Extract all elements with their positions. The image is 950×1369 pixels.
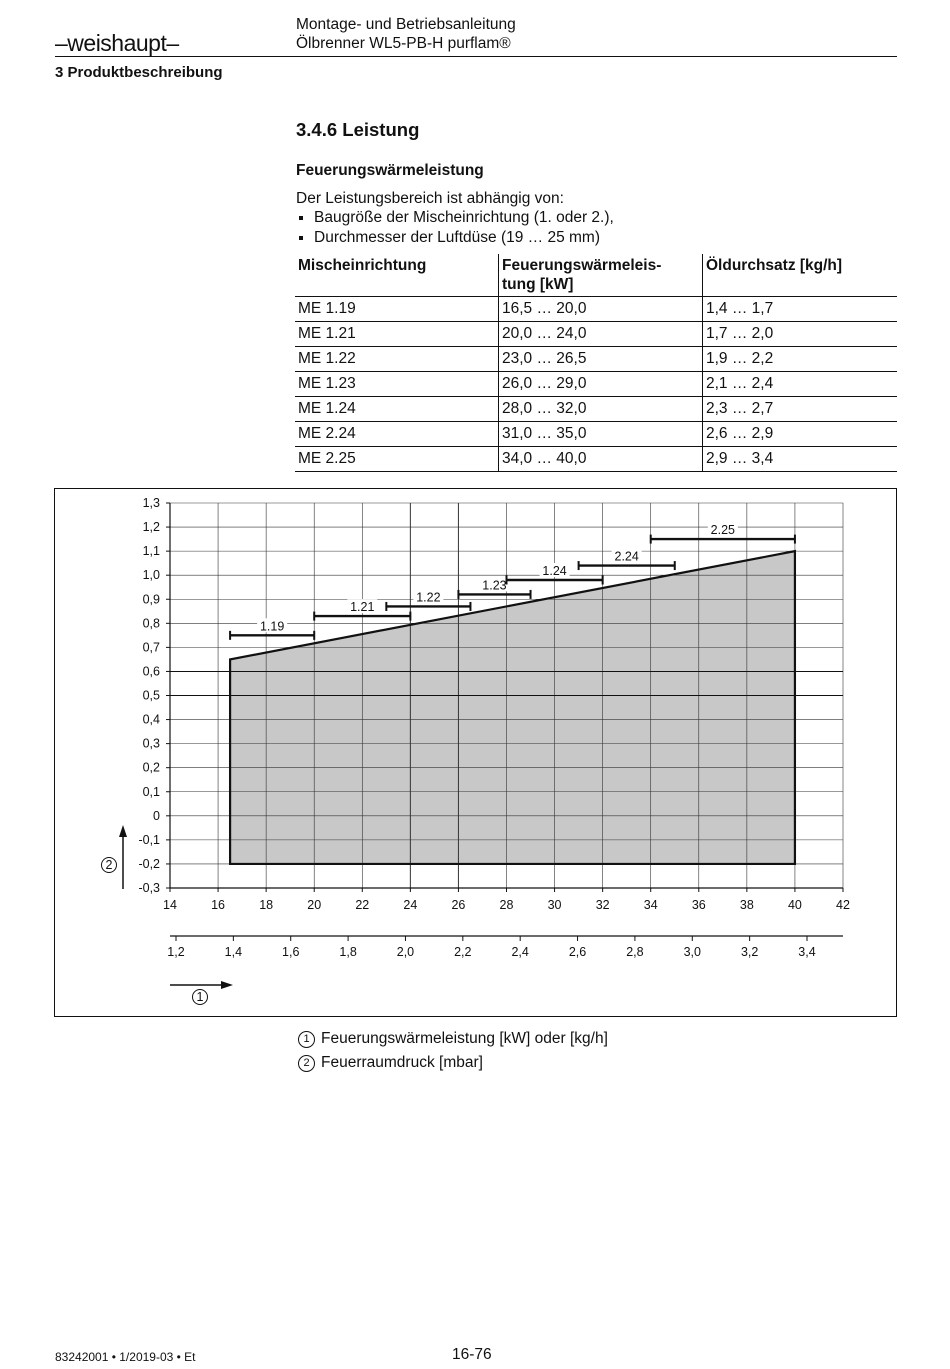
table-row [295,347,897,372]
x-tick-label: 36 [691,898,706,912]
table-cell: 16,5 … 20,0 [499,297,703,322]
x-tick-label: 38 [739,898,754,912]
y-axis-marker: 2 [105,858,113,872]
list-item: Baugröße der Mischeinrichtung (1. oder 2.), [296,208,614,228]
footer-document-number: 83242001 • 1/2019-03 • Et [55,1350,196,1364]
table-cell: 28,0 … 32,0 [499,397,703,422]
legend-item [298,1027,608,1051]
x-tick-label: 18 [259,898,274,912]
y-tick-label: -0,3 [138,881,160,895]
table-cell: 34,0 … 40,0 [499,447,703,472]
table-row [295,322,897,347]
y-tick-label: 1,3 [142,496,160,510]
y-tick-label: -0,1 [138,832,160,847]
sub-heading: Feuerungswärmeleistung [296,162,484,179]
legend-marker: 1 [298,1031,315,1048]
legend-item [298,1051,608,1075]
range-label-1.24: 1.24 [542,564,567,578]
kgh-tick-label: 2,8 [626,945,644,959]
range-label-1.23: 1.23 [482,578,507,593]
table-cell: ME 1.24 [295,397,499,422]
y-tick-label: 0,3 [142,736,160,751]
kgh-tick-label: 3,0 [683,945,701,959]
chart-svg [55,489,896,1016]
y-tick-label: 1,0 [142,568,160,583]
table-cell: ME 1.19 [295,297,499,322]
table-cell: 23,0 … 26,5 [499,347,703,372]
kgh-tick-label: 2,6 [568,945,587,959]
kgh-tick-label: 1,2 [167,945,185,959]
intro-text: Der Leistungsbereich ist abhängig von: [296,190,564,207]
y-tick-label: 0,8 [142,616,160,631]
x-tick-label: 14 [163,898,177,912]
x-tick-label: 30 [547,898,562,912]
working-field-area [230,551,795,864]
table-cell: 2,6 … 2,9 [703,422,898,447]
legend-marker: 2 [298,1055,315,1072]
chart-legend [298,1027,608,1075]
x-tick-label: 20 [307,898,322,912]
table-row [295,447,897,472]
table-cell: ME 2.25 [295,447,499,472]
x-arrow-head-icon [221,981,233,989]
column-header-output: Feuerungswärmeleis- tung [kW] [499,254,703,297]
column-header-mixing: Mischeinrichtung [295,254,499,297]
x-tick-label: 26 [451,898,466,912]
x-tick-label: 28 [499,898,514,912]
weishaupt-logo: –weishaupt– [55,30,179,56]
table-cell: 1,4 … 1,7 [703,297,898,322]
range-label-1.19: 1.19 [259,619,285,634]
header-divider [55,56,897,57]
x-tick-label: 40 [787,898,802,912]
chapter-heading: 3 Produktbeschreibung [55,64,223,81]
kgh-tick-label: 1,4 [224,945,243,959]
working-field-chart [54,488,897,1017]
kgh-tick-label: 3,4 [798,945,816,959]
y-tick-label: 0,4 [142,712,160,727]
table-row [295,422,897,447]
table-row [295,297,897,322]
y-tick-label: 0,7 [142,640,160,655]
range-label-1.22: 1.22 [416,590,441,605]
y-tick-label: -0,2 [138,856,160,871]
x-axis-marker: 1 [196,990,204,1004]
column-header-oil-flow: Öldurchsatz [kg/h] [703,254,898,297]
y-tick-label: 0,9 [142,592,160,607]
table-cell: 2,3 … 2,7 [703,397,898,422]
table-cell: ME 1.21 [295,322,499,347]
document-title-line1: Montage- und Betriebsanleitung [296,16,516,33]
table-cell: 2,9 … 3,4 [703,447,898,472]
table-row [295,397,897,422]
x-tick-label: 32 [595,898,610,912]
table-cell: 31,0 … 35,0 [499,422,703,447]
kgh-tick-label: 1,8 [339,945,357,959]
y-tick-label: 0,1 [142,784,160,799]
table-row [295,372,897,397]
table-cell: 26,0 … 29,0 [499,372,703,397]
x-tick-label: 16 [211,898,226,912]
legend-text: Feuerungswärmeleistung [kW] oder [kg/h] [321,1030,608,1047]
range-label-2.24: 2.24 [614,549,639,564]
table-cell: 20,0 … 24,0 [499,322,703,347]
section-title: 3.4.6 Leistung [296,119,420,140]
table-cell: ME 2.24 [295,422,499,447]
kgh-tick-label: 1,6 [282,945,300,959]
table-header-row [295,254,897,297]
table-cell: 1,7 … 2,0 [703,322,898,347]
x-tick-label: 24 [403,898,418,912]
document-title [296,15,516,53]
table-cell: 1,9 … 2,2 [703,347,898,372]
table-cell: 2,1 … 2,4 [703,372,898,397]
x-tick-label: 22 [355,898,370,912]
kgh-tick-label: 2,2 [454,945,472,959]
legend-text: Feuerraumdruck [mbar] [321,1054,483,1071]
y-tick-label: 0,2 [142,760,160,775]
range-label-1.21: 1.21 [350,600,375,615]
y-tick-label: 0 [153,808,160,823]
kgh-tick-label: 2,0 [396,945,415,959]
y-tick-label: 0,5 [142,688,160,703]
kgh-tick-label: 3,2 [740,945,759,959]
y-arrow-head-icon [119,825,127,837]
document-title-line2: Ölbrenner WL5-PB-H purflam® [296,35,511,52]
x-tick-label: 34 [643,898,658,912]
kgh-tick-label: 2,4 [511,945,529,959]
y-tick-label: 0,6 [142,664,160,679]
y-tick-label: 1,2 [142,520,160,535]
list-item: Durchmesser der Luftdüse (19 … 25 mm) [296,228,614,248]
page-number: 16-76 [452,1346,492,1363]
table-cell: ME 1.22 [295,347,499,372]
dependency-list [296,208,614,247]
y-tick-label: 1,1 [142,544,160,559]
table-cell: ME 1.23 [295,372,499,397]
range-label-2.25: 2.25 [710,523,735,538]
x-tick-label: 42 [836,898,850,912]
capacity-table [295,254,897,472]
